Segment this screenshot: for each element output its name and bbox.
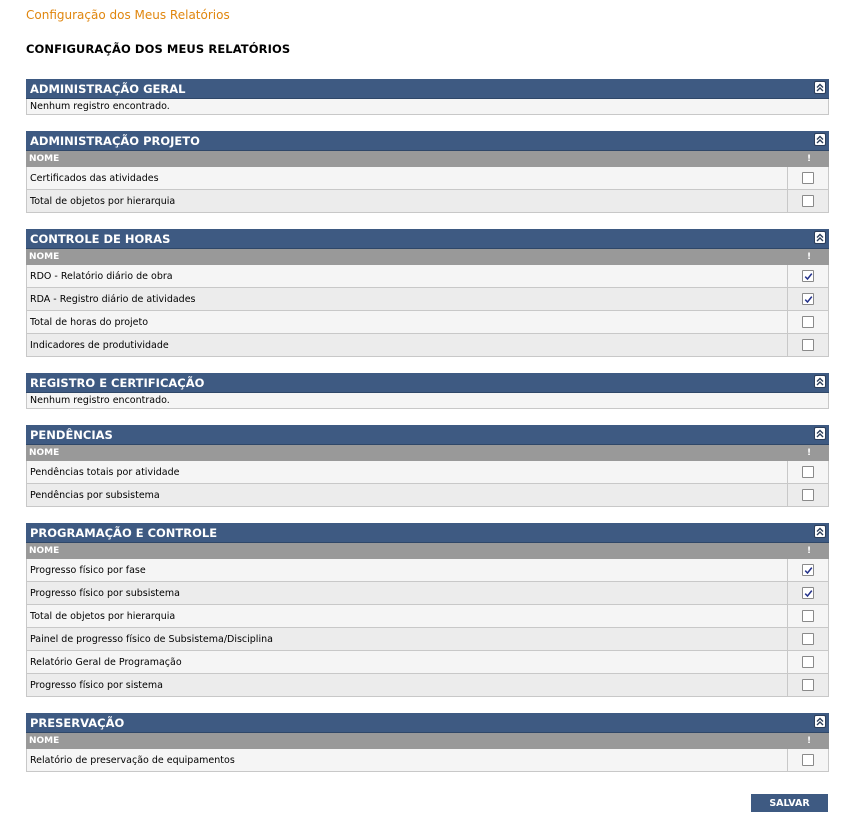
page-title: CONFIGURAÇÃO DOS MEUS RELATÓRIOS: [26, 42, 291, 56]
column-header-row: [26, 151, 829, 167]
empty-message: Nenhum registro encontrado.: [26, 393, 829, 409]
table-row: [26, 461, 829, 484]
report-section: [26, 131, 829, 213]
report-label: Pendências totais por atividade: [30, 466, 180, 478]
report-checkbox[interactable]: [802, 610, 814, 622]
checkbox-cell: [787, 605, 828, 627]
checkbox-cell: [787, 582, 828, 604]
checkbox-cell: [787, 461, 828, 483]
section-header: [26, 229, 829, 249]
checkmark-icon: [804, 566, 813, 575]
collapse-icon[interactable]: [814, 133, 826, 146]
report-label: RDA - Registro diário de atividades: [30, 293, 196, 305]
column-header-row: [26, 249, 829, 265]
checkmark-icon: [804, 295, 813, 304]
collapse-icon[interactable]: [814, 81, 826, 94]
section-header: [26, 523, 829, 543]
report-checkbox[interactable]: [802, 195, 814, 207]
section-title: ADMINISTRAÇÃO GERAL: [30, 81, 186, 96]
report-checkbox[interactable]: [802, 656, 814, 668]
report-label: Total de objetos por hierarquia: [30, 610, 176, 622]
checkbox-cell: [787, 334, 828, 356]
checkbox-cell: [787, 190, 828, 212]
report-section: [26, 523, 829, 697]
table-row: [26, 484, 829, 507]
table-row: [26, 674, 829, 697]
table-row: [26, 311, 829, 334]
breadcrumb[interactable]: Configuração dos Meus Relatórios: [26, 8, 230, 22]
checkbox-cell: [787, 311, 828, 333]
column-header-flag: !: [806, 736, 812, 746]
report-section: [26, 425, 829, 507]
section-header: [26, 373, 829, 393]
checkbox-cell: [787, 167, 828, 189]
table-row: [26, 190, 829, 213]
table-row: [26, 559, 829, 582]
table-row: [26, 749, 829, 772]
report-label: Progresso físico por sistema: [30, 679, 163, 691]
checkbox-cell: [787, 484, 828, 506]
table-row: [26, 288, 829, 311]
table-row: [26, 605, 829, 628]
section-title: ADMINISTRAÇÃO PROJETO: [30, 133, 200, 148]
report-checkbox[interactable]: [802, 587, 814, 599]
table-row: [26, 651, 829, 674]
empty-message: Nenhum registro encontrado.: [26, 99, 829, 115]
report-label: Total de horas do projeto: [30, 316, 149, 328]
checkbox-cell: [787, 749, 828, 771]
checkmark-icon: [804, 589, 813, 598]
report-checkbox[interactable]: [802, 754, 814, 766]
collapse-icon[interactable]: [814, 375, 826, 388]
report-section: [26, 713, 829, 772]
column-header-name[interactable]: NOME: [29, 546, 60, 556]
column-header-row: [26, 733, 829, 749]
checkbox-cell: [787, 265, 828, 287]
report-label: Relatório de preservação de equipamentos: [30, 754, 235, 766]
report-label: RDO - Relatório diário de obra: [30, 270, 173, 282]
save-button[interactable]: SALVAR: [751, 794, 828, 812]
checkbox-cell: [787, 651, 828, 673]
report-sections: [26, 79, 829, 788]
table-row: [26, 167, 829, 190]
report-checkbox[interactable]: [802, 172, 814, 184]
collapse-icon[interactable]: [814, 525, 826, 538]
report-label: Indicadores de produtividade: [30, 339, 169, 351]
report-label: Certificados das atividades: [30, 172, 159, 184]
collapse-icon[interactable]: [814, 427, 826, 440]
table-row: [26, 582, 829, 605]
column-header-flag: !: [806, 154, 812, 164]
collapse-icon[interactable]: [814, 715, 826, 728]
report-checkbox[interactable]: [802, 339, 814, 351]
report-checkbox[interactable]: [802, 466, 814, 478]
checkbox-cell: [787, 674, 828, 696]
section-header: [26, 131, 829, 151]
report-section: [26, 373, 829, 409]
report-section: [26, 229, 829, 357]
collapse-icon[interactable]: [814, 231, 826, 244]
report-label: Progresso físico por subsistema: [30, 587, 180, 599]
column-header-flag: !: [806, 252, 812, 262]
report-section: [26, 79, 829, 115]
column-header-name[interactable]: NOME: [29, 252, 60, 262]
checkbox-cell: [787, 559, 828, 581]
report-checkbox[interactable]: [802, 270, 814, 282]
section-title: PENDÊNCIAS: [30, 427, 113, 442]
report-label: Relatório Geral de Programação: [30, 656, 182, 668]
column-header-flag: !: [806, 546, 812, 556]
column-header-row: [26, 543, 829, 559]
column-header-flag: !: [806, 448, 812, 458]
checkmark-icon: [804, 272, 813, 281]
report-checkbox[interactable]: [802, 316, 814, 328]
report-checkbox[interactable]: [802, 679, 814, 691]
report-checkbox[interactable]: [802, 633, 814, 645]
column-header-name[interactable]: NOME: [29, 154, 60, 164]
table-row: [26, 334, 829, 357]
report-label: Progresso físico por fase: [30, 564, 146, 576]
table-row: [26, 265, 829, 288]
section-title: CONTROLE DE HORAS: [30, 231, 171, 246]
table-row: [26, 628, 829, 651]
report-checkbox[interactable]: [802, 293, 814, 305]
report-checkbox[interactable]: [802, 564, 814, 576]
checkbox-cell: [787, 628, 828, 650]
section-header: [26, 713, 829, 733]
report-label: Total de objetos por hierarquia: [30, 195, 176, 207]
column-header-name[interactable]: NOME: [29, 448, 60, 458]
section-title: REGISTRO E CERTIFICAÇÃO: [30, 375, 205, 390]
report-checkbox[interactable]: [802, 489, 814, 501]
column-header-name[interactable]: NOME: [29, 736, 60, 746]
report-label: Pendências por subsistema: [30, 489, 160, 501]
report-label: Painel de progresso físico de Subsistema/Disciplina: [30, 633, 273, 645]
section-title: PROGRAMAÇÃO E CONTROLE: [30, 525, 218, 540]
column-header-row: [26, 445, 829, 461]
section-header: [26, 425, 829, 445]
section-header: [26, 79, 829, 99]
section-title: PRESERVAÇÃO: [30, 715, 125, 730]
checkbox-cell: [787, 288, 828, 310]
